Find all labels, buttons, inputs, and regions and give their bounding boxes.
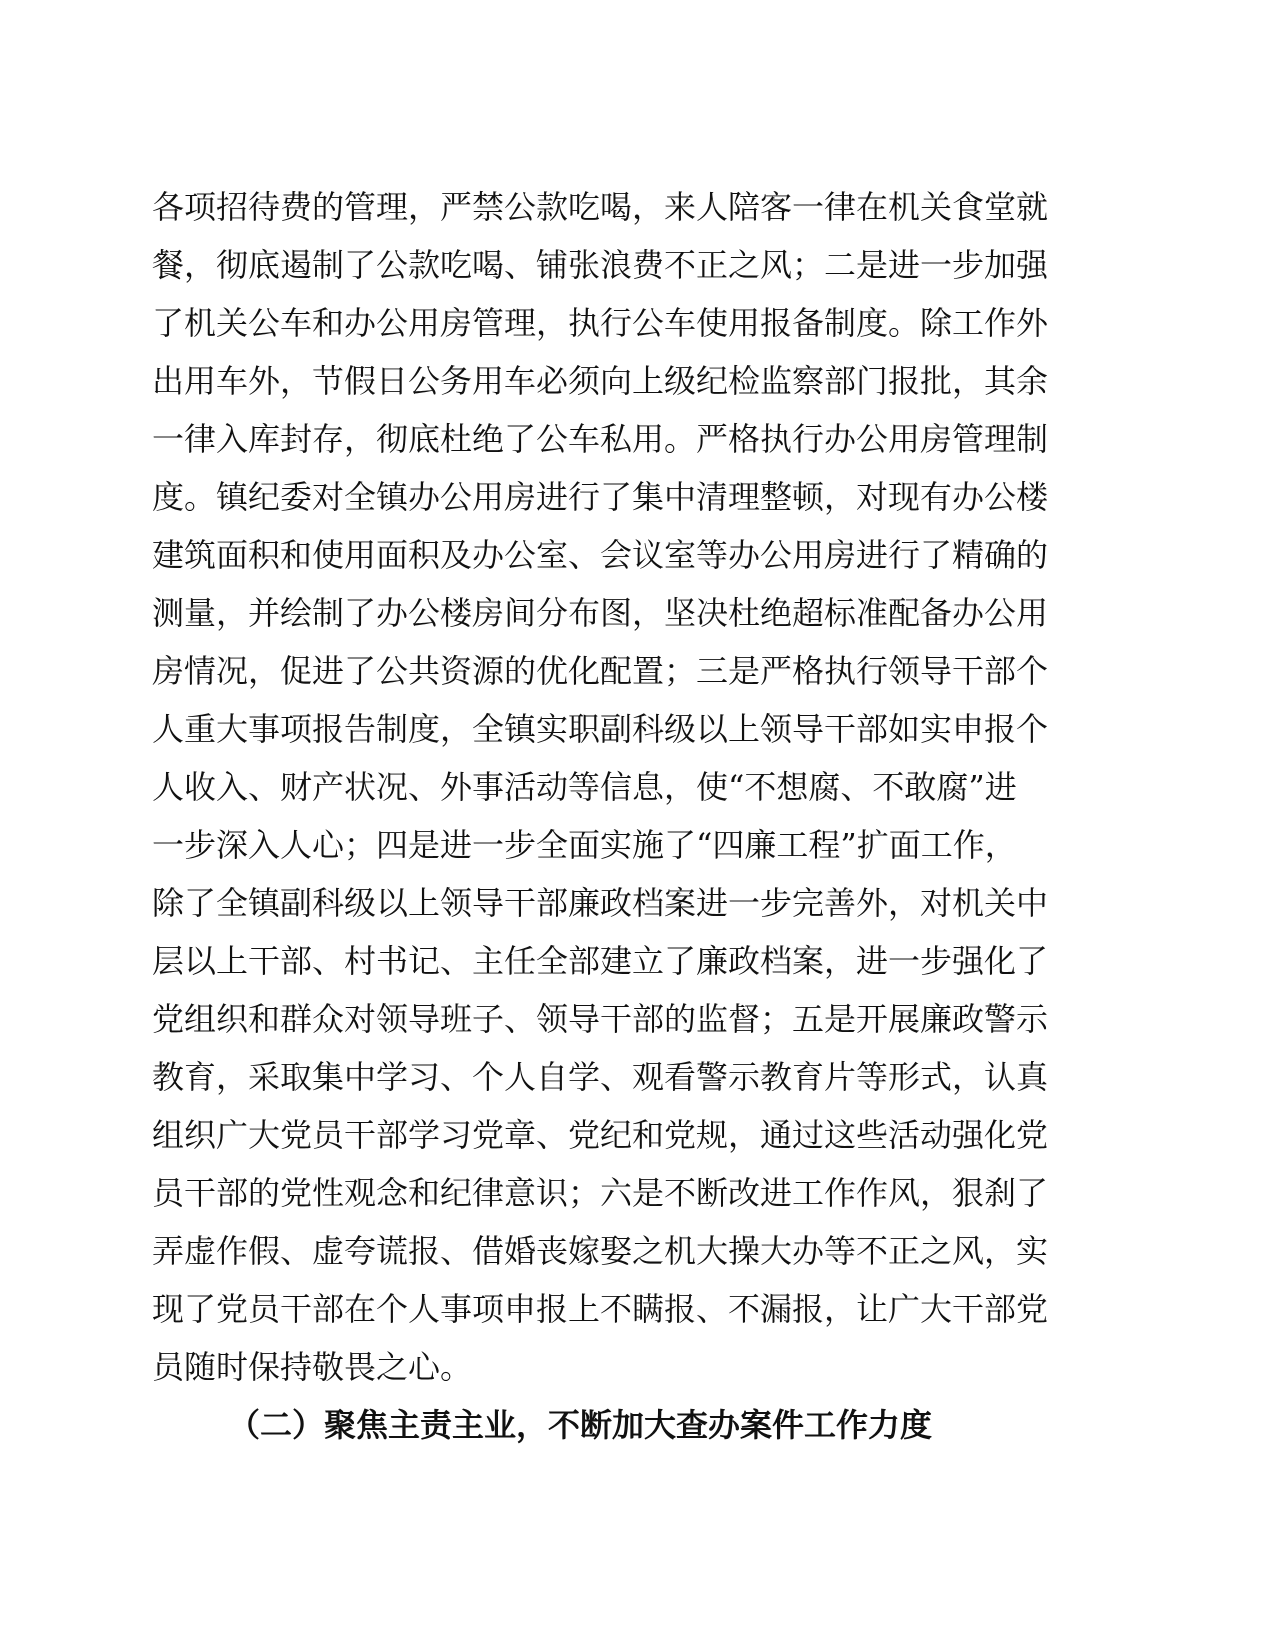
paragraph-line: 人重大事项报告制度，全镇实职副科级以上领导干部如实申报个 — [152, 710, 1049, 748]
paragraph-line: 员干部的党性观念和纪律意识；六是不断改进工作作风，狠刹了 — [152, 1174, 1049, 1212]
paragraph-line: 建筑面积和使用面积及办公室、会议室等办公用房进行了精确的 — [152, 536, 1049, 574]
paragraph-line: 测量，并绘制了办公楼房间分布图，坚决杜绝超标准配备办公用 — [152, 594, 1049, 632]
paragraph-line: 餐，彻底遏制了公款吃喝、铺张浪费不正之风；二是进一步加强 — [152, 246, 1049, 284]
document-body — [152, 178, 1052, 1454]
paragraph-line: 房情况，促进了公共资源的优化配置；三是严格执行领导干部个 — [152, 652, 1049, 690]
paragraph-line: 层以上干部、村书记、主任全部建立了廉政档案，进一步强化了 — [152, 942, 1049, 980]
paragraph-line: 一律入库封存，彻底杜绝了公车私用。严格执行办公用房管理制 — [152, 420, 1049, 458]
paragraph-line: 除了全镇副科级以上领导干部廉政档案进一步完善外，对机关中 — [152, 884, 1049, 922]
section-heading: （二）聚焦主责主业，不断加大查办案件工作力度 — [228, 1406, 933, 1444]
paragraph-line: 了机关公车和办公用房管理，执行公车使用报备制度。除工作外 — [152, 304, 1049, 342]
paragraph-line: 组织广大党员干部学习党章、党纪和党规，通过这些活动强化党 — [152, 1116, 1049, 1154]
paragraph-line: 人收入、财产状况、外事活动等信息，使“不想腐、不敢腐”进 — [152, 768, 1017, 806]
paragraph-line: 各项招待费的管理，严禁公款吃喝，来人陪客一律在机关食堂就 — [152, 188, 1049, 226]
paragraph-line: 弄虚作假、虚夸谎报、借婚丧嫁娶之机大操大办等不正之风，实 — [152, 1232, 1049, 1270]
paragraph-line: 员随时保持敬畏之心。 — [152, 1348, 473, 1386]
paragraph-line: 一步深入人心；四是进一步全面实施了“四廉工程”扩面工作， — [152, 826, 1017, 864]
paragraph-line: 现了党员干部在个人事项申报上不瞒报、不漏报，让广大干部党 — [152, 1290, 1049, 1328]
paragraph-line: 出用车外，节假日公务用车必须向上级纪检监察部门报批，其余 — [152, 362, 1049, 400]
paragraph-line: 度。镇纪委对全镇办公用房进行了集中清理整顿，对现有办公楼 — [152, 478, 1049, 516]
paragraph-line: 教育，采取集中学习、个人自学、观看警示教育片等形式，认真 — [152, 1058, 1049, 1096]
paragraph-line: 党组织和群众对领导班子、领导干部的监督；五是开展廉政警示 — [152, 1000, 1049, 1038]
